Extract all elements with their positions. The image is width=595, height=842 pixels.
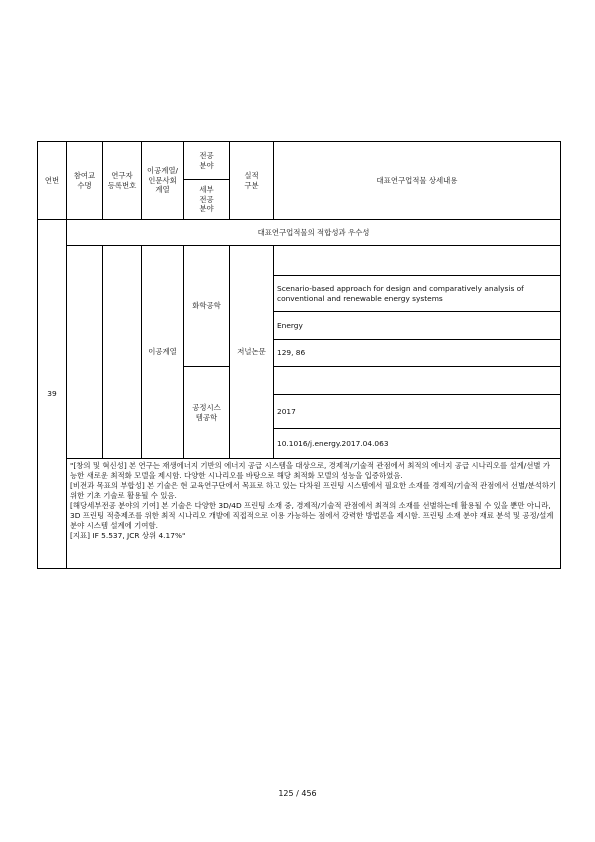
row-researcher-id-cell xyxy=(103,246,142,459)
description-paragraph: [지표] IF 5.537, JCR 상위 4.17%" xyxy=(70,530,186,540)
row-sub-field: 공정시스 템공학 xyxy=(184,367,230,459)
row-no: 39 xyxy=(38,220,67,569)
detail-paper-title: Scenario-based approach for design and comparatively analysis of conventional and renewable energy systems xyxy=(274,276,561,312)
description-paragraph: [비전과 목표의 부합성] 본 기술은 현 교육연구단에서 목표로 하고 있는 다차원 프린팅 시스템에서 필요한 소재를 경제적/기술적 관점에서 선별/분석하기 위한 기초 기술로 활용될 수 있음. xyxy=(70,480,557,500)
row-major-field: 화학공학 xyxy=(184,246,230,367)
header-performance-type: 실적 구분 xyxy=(230,142,274,220)
row-school-cell xyxy=(67,246,103,459)
detail-doi: 10.1016/j.energy.2017.04.063 xyxy=(274,429,561,459)
page-number: 125 / 456 xyxy=(278,789,317,798)
header-major-field: 전공 분야 xyxy=(184,142,230,180)
description-paragraph: "[창의 및 혁신성] 본 연구는 재생에너지 기반의 에너지 공급 시스템을 대상으로, 경제적/기술적 관점에서 최적의 에너지 공급 시나리오를 설계/선별 가능한 새로운 최적화 모델을 제시함. 다양한 시나리오를 바탕으로 해당 최적화 모델의 성능을 입증하였음. xyxy=(70,461,551,480)
row-performance-type: 저널논문 xyxy=(230,246,274,459)
header-no: 연번 xyxy=(38,142,67,220)
research-achievement-table xyxy=(37,141,561,569)
description-block xyxy=(67,459,561,569)
detail-line-5 xyxy=(274,367,561,395)
detail-journal: Energy xyxy=(274,312,561,340)
detail-volume-page: 129, 86 xyxy=(274,340,561,367)
header-school: 참여교 수명 xyxy=(67,142,103,220)
header-field-type: 이공계열/ 인문사회 계열 xyxy=(142,142,184,220)
detail-year: 2017 xyxy=(274,395,561,429)
detail-line-1 xyxy=(274,246,561,276)
header-detail: 대표연구업적물 상세내용 xyxy=(274,142,561,220)
row-field-type: 이공계열 xyxy=(142,246,184,459)
description-paragraph: [해당세부전공 분야의 기여] 본 기술은 다양한 3D/4D 프린팅 소재 중, 경제적/기술적 관점에서 최적의 소재를 선별하는데 활용될 수 있을 뿐만 아니라, 3D 프린팅 적층제조를 위한 최적 시나리오 개발에 직접적으로 이용 가능하는 점에서 강력한 방법론을 제시함. 프린팅 소재 분야 재료 분석 및 공정/설계 분야 시스템 설계에 기여함. xyxy=(70,500,554,530)
header-sub-field: 세부 전공 분야 xyxy=(184,180,230,220)
header-researcher-id: 연구자 등록번호 xyxy=(103,142,142,220)
header-suitability: 대표연구업적물의 적합성과 우수성 xyxy=(67,220,561,246)
